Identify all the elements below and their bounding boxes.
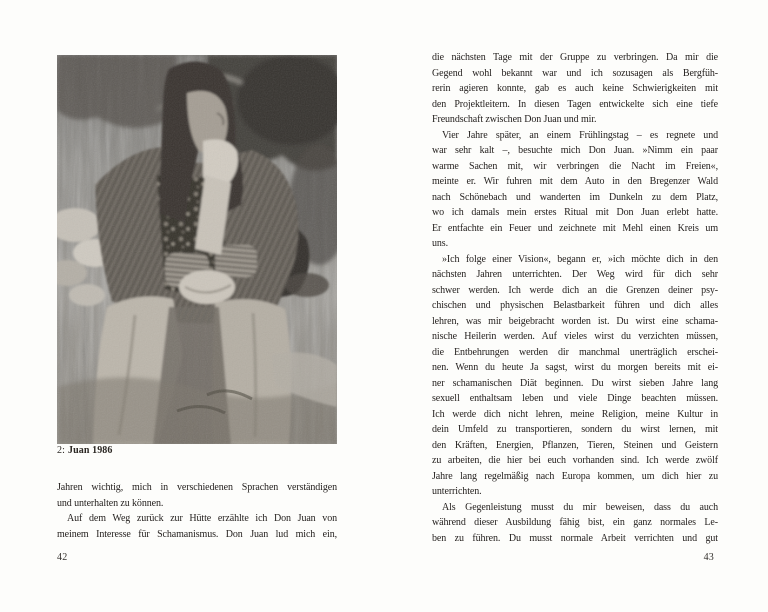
text-line: zu arbeiten, die hier bei euch vorhanden sind. Ich werde zwölf: [432, 455, 718, 466]
text-line: Ich werde dich nicht lehren, meine Religion, meine Kultur in: [432, 408, 718, 420]
text-line: wo ich damals mein erstes Ritual mit Don Juan erlebt hatte.: [432, 207, 718, 218]
paragraph: [432, 128, 718, 252]
text-line: lehren, was mir beigebracht worden ist. Du wirst eine schama-: [432, 315, 718, 327]
text-line: die Entbehrungen werden dir manchmal unerträglich erschei-: [432, 346, 718, 358]
paragraph: [57, 480, 337, 511]
text-line: Jahren wichtig, mich in verschiedenen Sprachen verständigen: [57, 482, 337, 493]
photo-caption: [57, 445, 113, 456]
left-page-body-text: [57, 480, 337, 542]
page-number-right: 43: [703, 552, 714, 563]
text-line: Jahre lang regelmäßig nach Europa kommen, um dich hier zu: [432, 470, 718, 482]
text-line: nische Heilerin werden. Auf vieles wirst du verzichten müssen,: [432, 331, 718, 342]
text-line: schwer werden. Ich werde dich an die Grenzen deiner psy-: [432, 284, 718, 296]
photograph-juan-1986: [57, 55, 337, 444]
caption-number: 2:: [57, 445, 65, 456]
right-page-body-text: [432, 50, 718, 546]
text-line: chischen und physischen Belastbarkeit führen und dich alles: [432, 300, 718, 311]
text-line: nen. Wenn du heute Ja sagst, wirst du morgen bereits mit ei-: [432, 362, 718, 373]
text-line: während dieser Ausbildung fähig bist, ein ganz normales Le-: [432, 517, 718, 528]
paragraph: [432, 500, 718, 547]
text-line: Freundschaft zwischen Don Juan und mir.: [432, 114, 597, 125]
text-line: Gegend wohl bekannt war und ich sozusagen als Bergfüh-: [432, 67, 718, 79]
caption-title: Juan 1986: [67, 445, 113, 456]
text-line: »Ich folge einer Vision«, begann er, »ich möchte dich in den: [442, 253, 718, 265]
text-line: die nächsten Tage mit der Gruppe zu verbringen. Da mir die: [432, 52, 718, 63]
text-line: meinte er. Wir fuhren mit dem Auto in den Bregenzer Wald: [432, 176, 718, 187]
text-line: nächsten Jahren unterrichten. Der Weg wird für dich sehr: [432, 269, 718, 280]
text-line: Vier Jahre später, an einem Frühlingstag – es regnete und: [442, 129, 718, 141]
text-line: unterrichten.: [432, 486, 482, 497]
paragraph: [57, 511, 337, 542]
text-line: nach Schönebach und wanderten im Dunkeln zu dem Platz,: [432, 191, 718, 203]
text-line: meinem Interesse für Schamanismus. Don Juan lud mich ein,: [57, 528, 337, 540]
text-line: dein Umfeld zu transportieren, sondern du wirst lernen, mit: [432, 424, 718, 435]
text-line: Er entfachte ein Feuer und zeichnete mit Mehl einen Kreis um: [432, 222, 718, 234]
text-line: den Projektleitern. In diesen Tagen entwickelte sich eine tiefe: [432, 98, 718, 110]
text-line: Auf dem Weg zurück zur Hütte erzählte ich Don Juan von: [67, 513, 337, 524]
paragraph: [432, 50, 718, 128]
text-line: ner schamanischen Diät beginnen. Du wirst sieben Jahre lang: [432, 377, 718, 389]
text-line: Als Gegenleistung musst du mir beweisen, dass du auch: [442, 501, 718, 513]
text-line: ben zu führen. Du musst normale Arbeit verrichten und gut: [432, 532, 718, 544]
text-line: warme Sachen mit, wir verbringen die Nacht im Freien«,: [432, 160, 718, 172]
text-line: war sehr kalt –, besuchte mich Don Juan. »Nimm ein paar: [432, 145, 718, 156]
page-number-left: 42: [57, 552, 68, 563]
text-line: uns.: [432, 238, 448, 249]
text-line: sexuell enthaltsam leben und viele Dinge beachten müssen.: [432, 393, 718, 404]
text-line: und unterhalten zu können.: [57, 497, 164, 509]
paragraph: [432, 252, 718, 500]
photo-illustration: [57, 55, 337, 444]
text-line: rerin agieren konnte, gab es auch keine Schwierigkeiten mit: [432, 83, 718, 94]
text-line: den Kräften, Energien, Pflanzen, Tieren, Steinen und Geistern: [432, 439, 718, 451]
